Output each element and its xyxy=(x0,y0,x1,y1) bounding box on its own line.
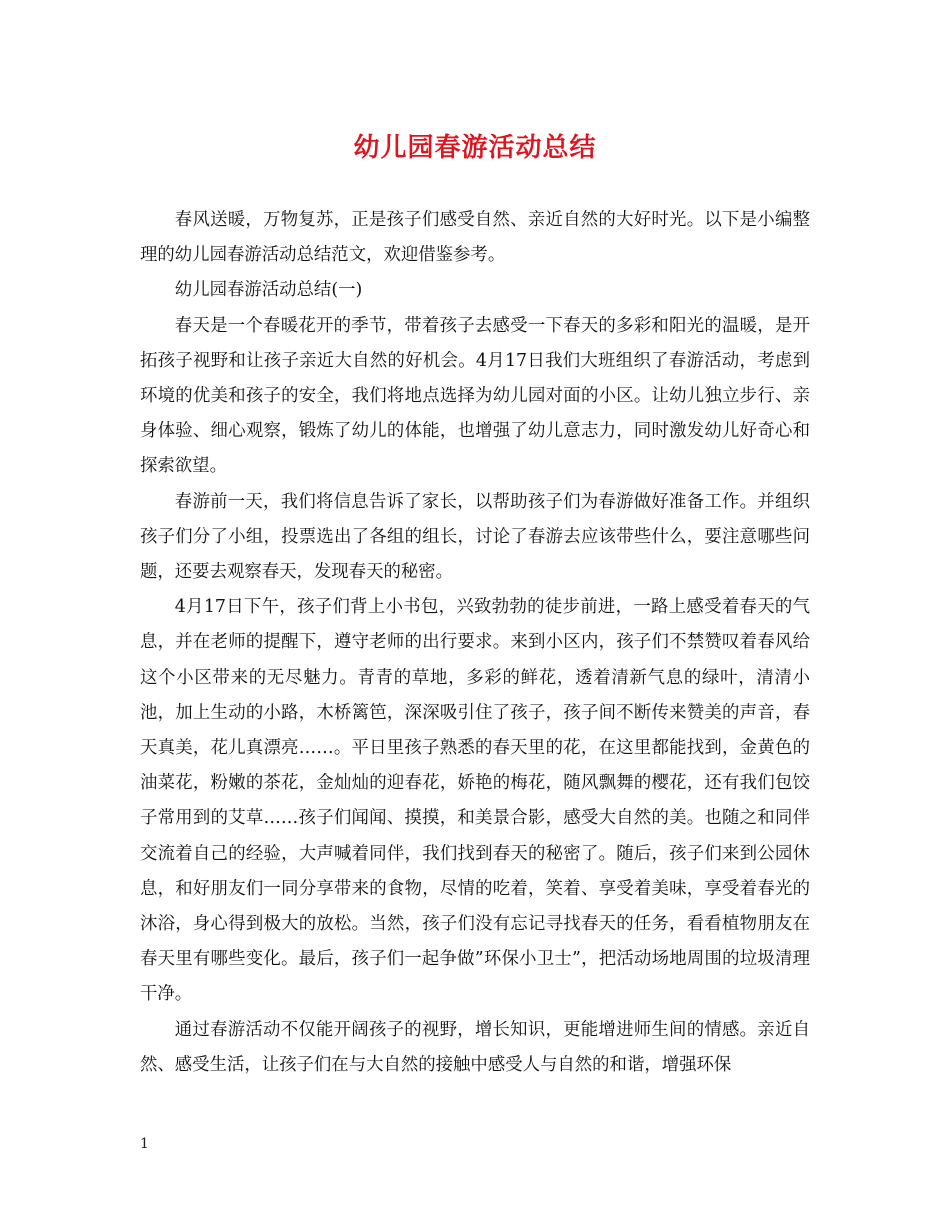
paragraph-activity: 4月17日下午，孩子们背上小书包，兴致勃勃的徒步前进，一路上感受着春天的气息，并在老师的提醒下，遵守老师的出行要求。来到小区内，孩子们不禁赞叹着春风给这个小区带来的无尽魅力。青青的草地，多彩的鲜花，透着清新气息的绿叶，清清小池，加上生动的小路，木桥篱笆，深深吸引住了孩子，孩子间不断传来赞美的声音，春天真美，花儿真漂亮……。平日里孩子熟悉的春天里的花，在这里都能找到，金黄色的油菜花，粉嫩的茶花，金灿灿的迎春花，娇艳的梅花，随风飘舞的樱花，还有我们包饺子常用到的艾草……孩子们闻闻、摸摸，和美景合影，感受大自然的美。也随之和同伴交流着自己的经验，大声喊着同伴，我们找到春天的秘密了。随后，孩子们来到公园休息，和好朋友们一同分享带来的食物，尽情的吃着，笑着、享受着美味，享受着春光的沐浴，身心得到极大的放松。当然，孩子们没有忘记寻找春天的任务，看看植物朋友在春天里有哪些变化。最后，孩子们一起争做”环保小卫士”，把活动场地周围的垃圾清理干净。 xyxy=(140,597,810,1005)
page-number: 1 xyxy=(140,1136,149,1152)
paragraph-spring: 春天是一个春暖花开的季节，带着孩子去感受一下春天的多彩和阳光的温暖，是开拓孩子视野和让孩子亲近大自然的好机会。4月17日我们大班组织了春游活动，考虑到环境的优美和孩子的安全，我们将地点选择为幼儿园对面的小区。让幼儿独立步行、亲身体验、细心观察，锻炼了幼儿的体能，也增强了幼儿意志力，同时激发幼儿好奇心和探索欲望。 xyxy=(140,315,810,477)
paragraph-intro: 春风送暖，万物复苏，正是孩子们感受自然、亲近自然的大好时光。以下是小编整理的幼儿园春游活动总结范文，欢迎借鉴参考。 xyxy=(140,210,810,266)
section-heading: 幼儿园春游活动总结(一) xyxy=(174,280,363,301)
paragraph-preparation: 春游前一天，我们将信息告诉了家长，以帮助孩子们为春游做好准备工作。并组织孩子们分了小组，投票选出了各组的组长，讨论了春游去应该带些什么，要注意哪些问题，还要去观察春天，发现春天的秘密。 xyxy=(140,491,810,583)
paragraph-conclusion: 通过春游活动不仅能开阔孩子的视野，增长知识，更能增进师生间的情感。亲近自然、感受生活，让孩子们在与大自然的接触中感受人与自然的和谐，增强环保 xyxy=(140,1019,810,1075)
document-body xyxy=(140,203,810,1083)
document-title: 幼儿园春游活动总结 xyxy=(353,133,597,163)
